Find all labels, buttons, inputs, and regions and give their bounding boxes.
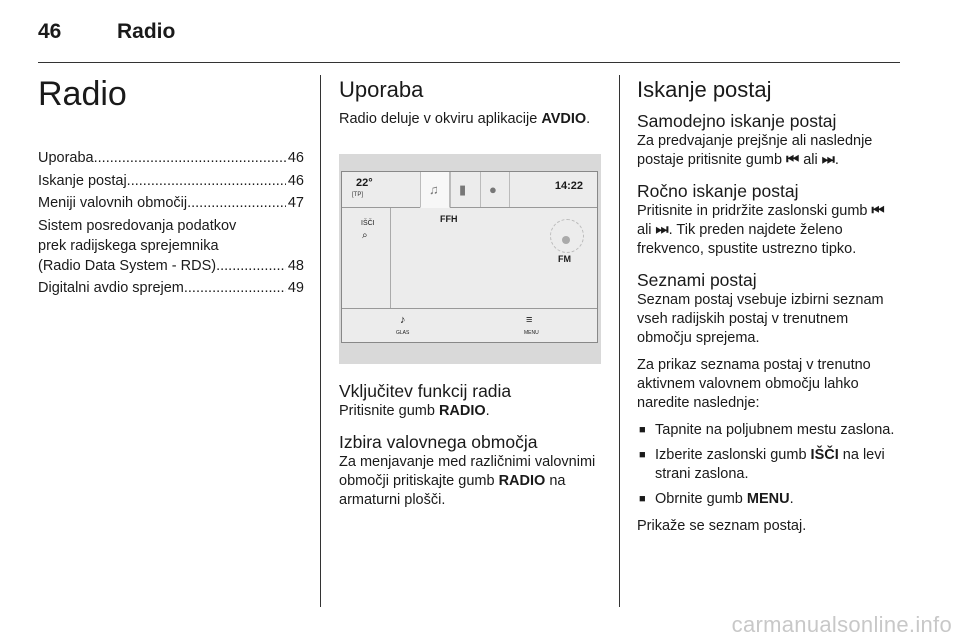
list-item: ■ Izberite zaslonski gumb IŠČI na levi strani zaslona. [637,446,903,484]
toc-entry-label: Uporaba [38,150,94,166]
toc-leader [184,278,286,298]
usage-column [339,74,601,137]
toc-entry-label: Digitalni avdio sprejem [38,280,184,296]
globe-tab [480,172,510,207]
toc-entry[interactable] [38,193,304,213]
toc-leader [94,148,286,168]
infotainment-screen-illustration [339,154,601,364]
menu-icon: ≡ [526,314,533,326]
toc-entry[interactable] [38,216,304,276]
toc-entry-page: 48 [287,257,304,274]
tuning-dial-knob [562,236,570,244]
music-note-icon: ♫ [429,182,439,197]
screen-frame [341,171,598,343]
toc-entry-label: Meniji valovnih območij [38,195,188,211]
search-label: IŠČI [361,220,375,227]
manual-search-text: Pritisnite in pridržite zaslonski gumb ⏮ ali ⏭. Tik preden najdete želeno frekvenco, spustite ustrezno tipko. [637,203,885,257]
subheading-band-select: Izbira valovnega območja [339,432,538,452]
voice-label: GLAS [396,330,410,336]
skip-forward-icon: ⏭ [655,222,669,238]
subheading-station-lists: Seznami postaj [637,270,757,290]
audio-tab [420,172,450,208]
globe-icon: ● [489,182,497,197]
section-heading-usage: Uporaba [339,77,424,102]
watermark: carmanualsonline.info [731,612,952,637]
subheading-manual-search: Ročno iskanje postaj [637,181,799,201]
phone-tab [450,172,479,207]
toc-entry-page: 47 [287,195,304,211]
station-list-result: Prikaže se seznam postaj. [637,518,807,534]
station-name: FFH [440,214,458,224]
usage-column-lower [339,380,601,520]
screen-bottom-bar [342,308,597,343]
toc-leader [127,171,286,191]
auto-search-text: Za predvajanje prejšnje ali naslednje postaje pritisnite gumb ⏮ ali ⏭. [637,133,873,168]
skip-back-icon: ⏮ [786,152,800,168]
table-of-contents [38,148,304,298]
magnifier-icon: ⌕ [362,230,368,241]
phone-icon: ▮ [459,182,467,197]
instruction-list [637,421,903,509]
list-item: ■ Obrnite gumb MENU. [637,490,903,509]
toc-leader [187,193,286,213]
toc-entry[interactable] [38,278,304,298]
header-section-title: Radio [117,20,176,43]
toc-entry-page: 46 [287,150,304,166]
page-number: 46 [38,20,62,43]
toc-entry[interactable] [38,148,304,168]
skip-back-icon: ⏮ [871,203,885,219]
clock-readout: 14:22 [554,180,583,192]
header-rule [38,62,900,63]
band-select-text: Za menjavanje med različnimi valovnimi območji pritiskajte gumb RADIO na armaturni plošči. [339,454,596,508]
skip-forward-icon: ⏭ [821,152,835,168]
toc-column [38,74,304,301]
station-list-instructions: Za prikaz seznama postaj v trenutno aktivnem valovnem območju lahko naredite naslednje: [637,357,871,411]
subheading-auto-search: Samodejno iskanje postaj [637,111,837,131]
column-divider-1 [320,75,321,607]
chapter-title: Radio [38,75,127,113]
toc-entry-label: Iskanje postaj [38,172,127,189]
station-list-description: Seznam postaj vsebuje izbirni seznam vseh radijskih postaj v trenutnem območju sprejema. [637,292,884,346]
column-divider-2 [619,75,620,607]
subheading-radio-on: Vključitev funkcij radia [339,381,512,401]
tp-indicator: [TP] [352,192,364,198]
toc-entry-page: 49 [287,280,304,296]
toc-entry-label-line: prek radijskega sprejemnika [38,237,219,254]
toc-entry[interactable] [38,171,304,191]
radio-on-text: Pritisnite gumb RADIO. [339,403,490,419]
voice-icon: ♪ [400,314,406,326]
menu-label: MENU [524,330,539,336]
list-item: ■ Tapnite na poljubnem mestu zaslona. [637,421,903,440]
section-heading-search: Iskanje postaj [637,77,772,102]
usage-intro: Radio deluje v okviru aplikacije AVDIO. [339,111,591,127]
toc-entry-label-line: Sistem posredovanja podatkov [38,217,237,234]
toc-leader [216,256,286,276]
station-search-column [637,74,903,546]
toc-entry-page: 46 [287,172,304,189]
temperature-readout: 22° [356,177,373,189]
band-label: FM [558,254,571,264]
toc-entry-label-line: (Radio Data System - RDS) [38,257,217,274]
